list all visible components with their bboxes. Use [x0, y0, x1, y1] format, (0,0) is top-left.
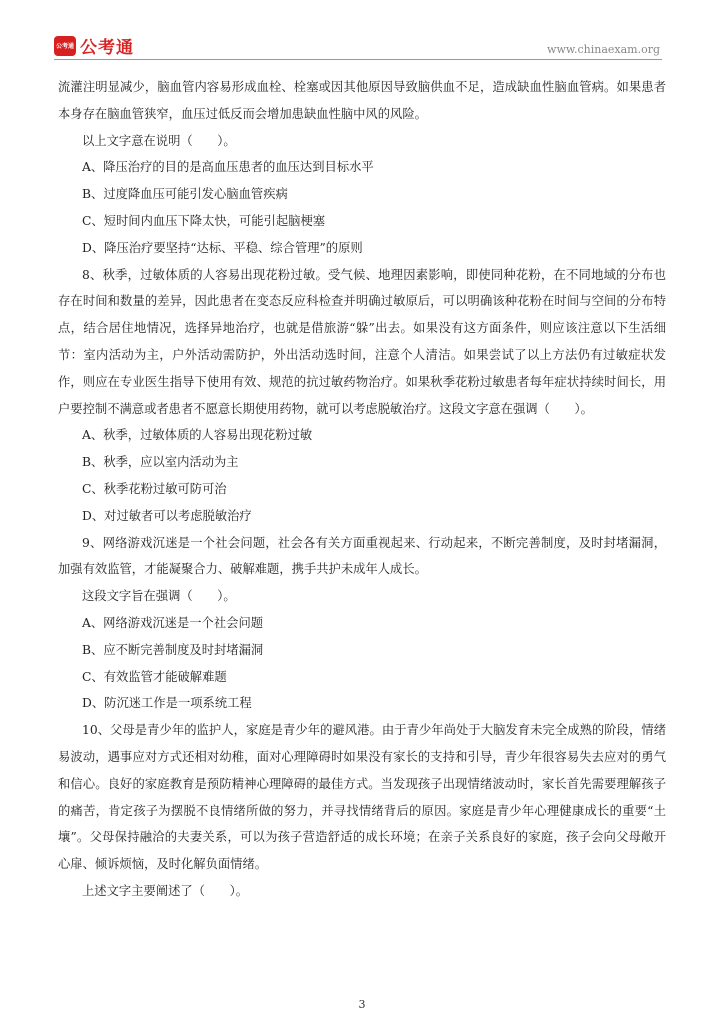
question-8: 8、秋季，过敏体质的人容易出现花粉过敏。受气候、地理因素影响，即使同种花粉，在不同地域的分布也存在时间和数量的差异，因此患者在变态反应科检查并明确过敏原后，可以明确该种花粉在时间与空间的分布特点，结合居住地情况，选择异地治疗，也就是借旅游“躲”出去。如果没有这方面条件，则应该注意以下生活细节：室内活动为主，户外活动需防护，外出活动选时间，注意个人清洁。如果尝试了以上方法仍有过敏症状发作，则应在专业医生指导下使用有效、规范的抗过敏药物治疗。如果秋季花粉过敏患者每年症状持续时间长，用户要控制不满意或者患者不愿意长期使用药物，就可以考虑脱敏治疗。这段文字意在强调（ ）。 — [58, 267, 666, 416]
document-body — [58, 74, 666, 905]
option-c: C、短时间内血压下降太快，可能引起脑梗塞 — [82, 213, 326, 228]
question-9: 9、网络游戏沉迷是一个社会问题，社会各有关方面重视起来、行动起来，不断完善制度，及时封堵漏洞，加强有效监管，才能凝聚合力、破解难题，携手共护未成年人成长。 — [58, 535, 666, 577]
option-d: D、降压治疗要坚持“达标、平稳、综合管理”的原则 — [82, 240, 363, 255]
option-c: C、秋季花粉过敏可防可治 — [82, 481, 227, 496]
question-10: 10、父母是青少年的监护人，家庭是青少年的避风港。由于青少年尚处于大脑发育未完全成熟的阶段，情绪易波动，遇事应对方式还相对幼稚，面对心理障碍时如果没有家长的支持和引导，青少年很容易失去应对的勇气和信心。良好的家庭教育是预防精神心理障碍的最佳方式。当发现孩子出现情绪波动时，家长首先需要理解孩子的痛苦，肯定孩子为摆脱不良情绪所做的努力，并寻找情绪背后的原因。家庭是青少年心理健康成长的重要“土壤”。父母保持融洽的夫妻关系，可以为孩子营造舒适的成长环境；在亲子关系良好的家庭，孩子会向父母敞开心扉、倾诉烦恼，及时化解负面情绪。 — [58, 723, 666, 872]
site-url: www.chinaexam.org — [547, 43, 660, 56]
logo-text: 公考通 — [80, 38, 134, 58]
option-d: D、防沉迷工作是一项系统工程 — [82, 696, 252, 711]
paragraph: 流灌注明显减少，脑血管内容易形成血栓、栓塞或因其他原因导致脑供血不足，造成缺血性脑血管病。如果患者本身存在脑血管狭窄，血压过低反而会增加患缺血性脑中风的风险。 — [58, 80, 666, 121]
question-stem: 上述文字主要阐述了（ ）。 — [82, 883, 249, 898]
option-a: A、秋季，过敏体质的人容易出现花粉过敏 — [82, 428, 313, 443]
logo — [54, 33, 134, 58]
option-b: B、过度降血压可能引发心脑血管疾病 — [82, 187, 288, 202]
option-a: A、降压治疗的目的是高血压患者的血压达到目标水平 — [82, 160, 374, 175]
question-stem: 以上文字意在说明（ ）。 — [82, 133, 236, 148]
page-number: 3 — [358, 998, 366, 1011]
option-a: A、网络游戏沉迷是一个社会问题 — [82, 615, 264, 630]
logo-badge-icon: 公考通 — [54, 36, 76, 56]
option-d: D、对过敏者可以考虑脱敏治疗 — [82, 508, 252, 523]
option-b: B、应不断完善制度及时封堵漏洞 — [82, 642, 264, 657]
question-stem: 这段文字旨在强调（ ）。 — [82, 589, 236, 604]
header-divider — [54, 59, 662, 60]
option-b: B、秋季，应以室内活动为主 — [82, 455, 239, 470]
option-c: C、有效监管才能破解难题 — [82, 669, 227, 684]
page-header — [0, 0, 724, 62]
